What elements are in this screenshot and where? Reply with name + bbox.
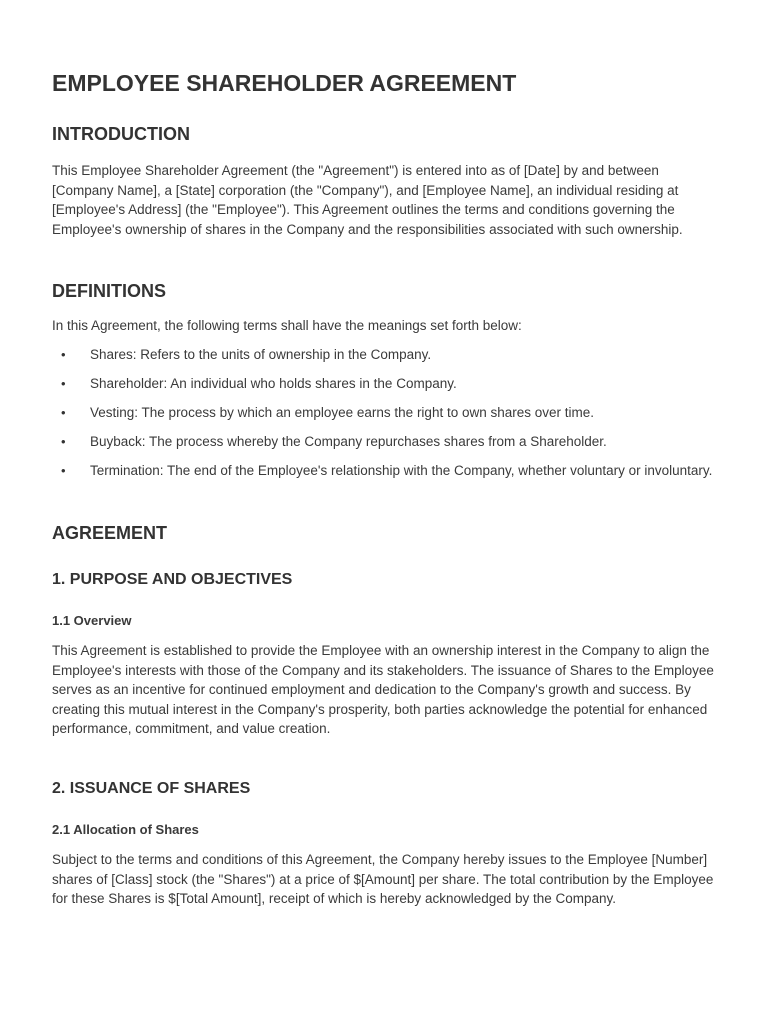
section-2-heading: 2. ISSUANCE OF SHARES	[52, 780, 251, 797]
definition-item-shareholder	[52, 374, 720, 394]
introduction-paragraph: This Employee Shareholder Agreement (the "Agreement") is entered into as of [Date] by and between [Company Name], a [State] corporation (the "Company"), and [Employee Name], an individual residing at [Employee's Address] (the "Employee"). This Agreement outlines the terms and conditions governing the Employee's ownership of shares in the Company and the responsibilities associated with such ownership.	[52, 163, 683, 237]
definitions-list	[52, 345, 720, 490]
definitions-intro: In this Agreement, the following terms shall have the meanings set forth below:	[52, 318, 522, 333]
section-2-1-paragraph: Subject to the terms and conditions of this Agreement, the Company hereby issues to the Employee [Number] shares of [Class] stock (the "Shares") at a price of $[Amount] per share. The total contribution by the Employee for these Shares is $[Total Amount], receipt of which is hereby acknowledged by the Company.	[52, 852, 714, 907]
definition-item-vesting	[52, 403, 720, 423]
definition-item-termination	[52, 461, 720, 481]
definitions-heading: DEFINITIONS	[52, 281, 167, 301]
definition-text: Buyback: The process whereby the Company repurchases shares from a Shareholder.	[90, 434, 607, 450]
definition-text: Shareholder: An individual who holds shares in the Company.	[90, 376, 457, 392]
bullet-icon: •	[61, 405, 66, 421]
definition-text: Shares: Refers to the units of ownership in the Company.	[90, 347, 432, 362]
bullet-icon: •	[61, 376, 66, 392]
introduction-heading: INTRODUCTION	[52, 124, 190, 144]
bullet-icon: •	[61, 347, 66, 362]
section-2-1-heading: 2.1 Allocation of Shares	[52, 822, 199, 837]
section-1-1-paragraph: This Agreement is established to provide the Employee with an ownership interest in the Company to align the Employee's interests with those of the Company and its stakeholders. The issuance of Shares to the Employee serves as an incentive for continued employment and dedication to the Company's growth and success. By creating this mutual interest in the Company's prosperity, both parties acknowledge the potential for enhanced performance, commitment, and value creation.	[52, 643, 714, 737]
agreement-heading: AGREEMENT	[52, 523, 168, 543]
document-title: EMPLOYEE SHAREHOLDER AGREEMENT	[52, 70, 517, 96]
definition-item-buyback	[52, 432, 720, 452]
bullet-icon: •	[61, 463, 66, 479]
section-1-1-heading: 1.1 Overview	[52, 613, 132, 628]
bullet-icon: •	[61, 434, 66, 450]
definition-item-shares	[52, 345, 720, 365]
section-1-heading: 1. PURPOSE AND OBJECTIVES	[52, 571, 293, 588]
definition-text: Vesting: The process by which an employee earns the right to own shares over time.	[90, 405, 595, 421]
definition-text: Termination: The end of the Employee's relationship with the Company, whether voluntary or involuntary.	[90, 463, 713, 479]
